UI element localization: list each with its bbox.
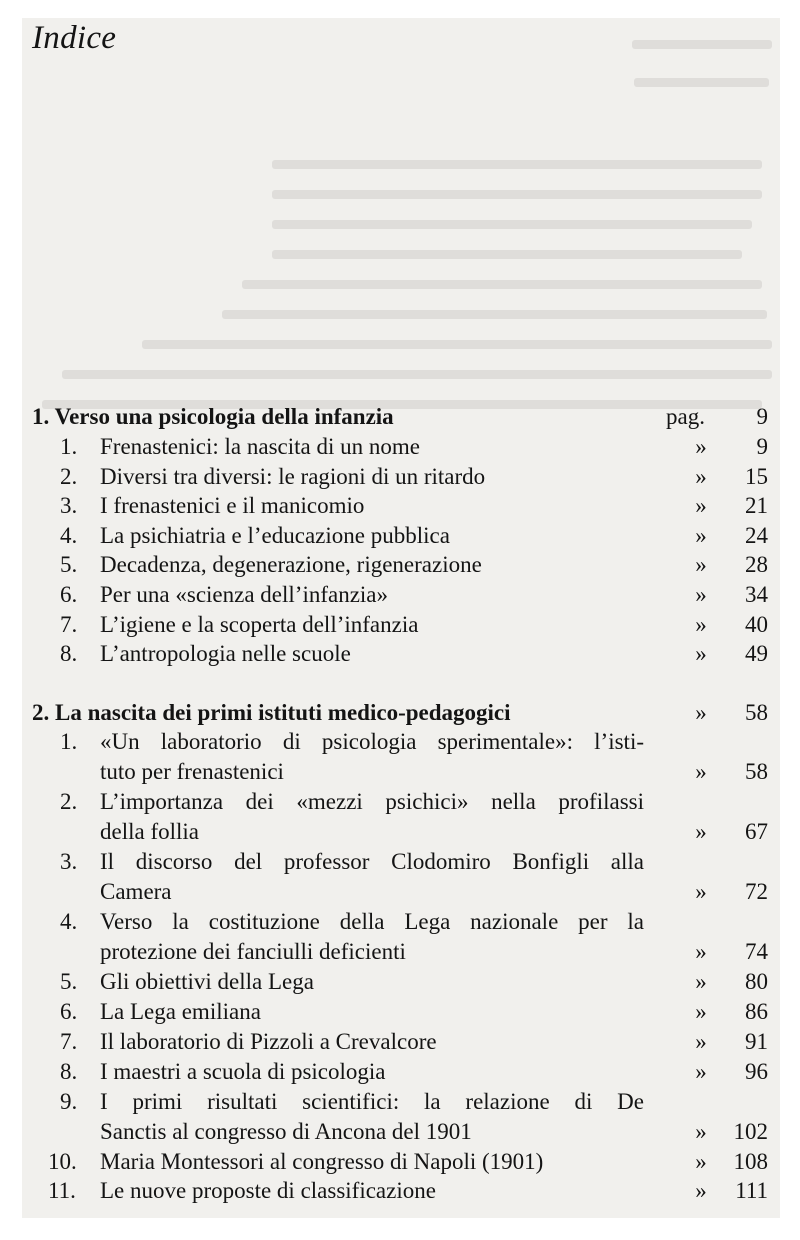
section-2-1-line-b: tuto per frenastenici » 58 — [100, 759, 768, 784]
page-label: pag. — [666, 404, 705, 429]
section-2-6: 6. La Lega emiliana » 86 — [60, 999, 768, 1024]
section-1-4: 4. La psichiatria e l’educazione pubblica » 24 — [60, 523, 768, 548]
chapter-title: 2. La nascita dei primi istituti medico-pedagogici — [32, 700, 511, 725]
section-2-3-line-b: Camera » 72 — [100, 879, 768, 904]
section-2-7: 7. Il laboratorio di Pizzoli a Crevalcore » 91 — [60, 1029, 768, 1054]
section-2-2-line-b: della follia » 67 — [100, 819, 768, 844]
section-2-4-line-b: protezione dei fanciulli deficienti » 74 — [100, 939, 768, 964]
table-of-contents — [22, 18, 780, 1218]
chapter-2-heading: 2. La nascita dei primi istituti medico-pedagogici » 58 — [22, 698, 780, 728]
chapter-1-heading — [22, 402, 780, 432]
section-2-4-line-a: 4. Verso la costituzione della Lega nazionale per la — [60, 909, 644, 934]
section-2-8: 8. I maestri a scuola di psicologia » 96 — [60, 1059, 768, 1084]
section-2-3-line-a: 3. Il discorso del professor Clodomiro Bonfigli alla — [60, 849, 644, 874]
section-2-9-line-b: Sanctis al congresso di Ancona del 1901 » 102 — [100, 1119, 768, 1144]
section-1-1: 1. Frenastenici: la nascita di un nome » 9 — [60, 434, 768, 459]
section-1-8: 8. L’antropologia nelle scuole » 49 — [60, 641, 768, 666]
section-1-6: 6. Per una «scienza dell’infanzia» » 34 — [60, 582, 768, 607]
chapter-title: 1. Verso una psicologia della infanzia — [32, 404, 394, 429]
page-number: 9 — [756, 404, 768, 429]
section-2-11: 11. Le nuove proposte di classificazione » 111 — [48, 1178, 768, 1203]
section-2-5: 5. Gli obiettivi della Lega » 80 — [60, 969, 768, 994]
section-1-7: 7. L’igiene e la scoperta dell’infanzia » 40 — [60, 612, 768, 637]
section-1-2: 2. Diversi tra diversi: le ragioni di un ritardo » 15 — [60, 464, 768, 489]
section-2-10: 10. Maria Montessori al congresso di Napoli (1901) » 108 — [48, 1149, 768, 1174]
section-1-5: 5. Decadenza, degenerazione, rigenerazione » 28 — [60, 552, 768, 577]
section-2-2-line-a: 2. L’importanza dei «mezzi psichici» nella profilassi — [60, 789, 644, 814]
section-2-9-line-a: 9. I primi risultati scientifici: la relazione di De — [60, 1089, 644, 1114]
book-page — [22, 18, 780, 1218]
page-number: 58 — [745, 700, 768, 725]
section-2-1-line-a: 1. «Un laboratorio di psicologia sperimentale»: l’isti- — [60, 729, 644, 754]
page-title: Indice — [32, 20, 117, 56]
section-1-3: 3. I frenastenici e il manicomio » 21 — [60, 493, 768, 518]
